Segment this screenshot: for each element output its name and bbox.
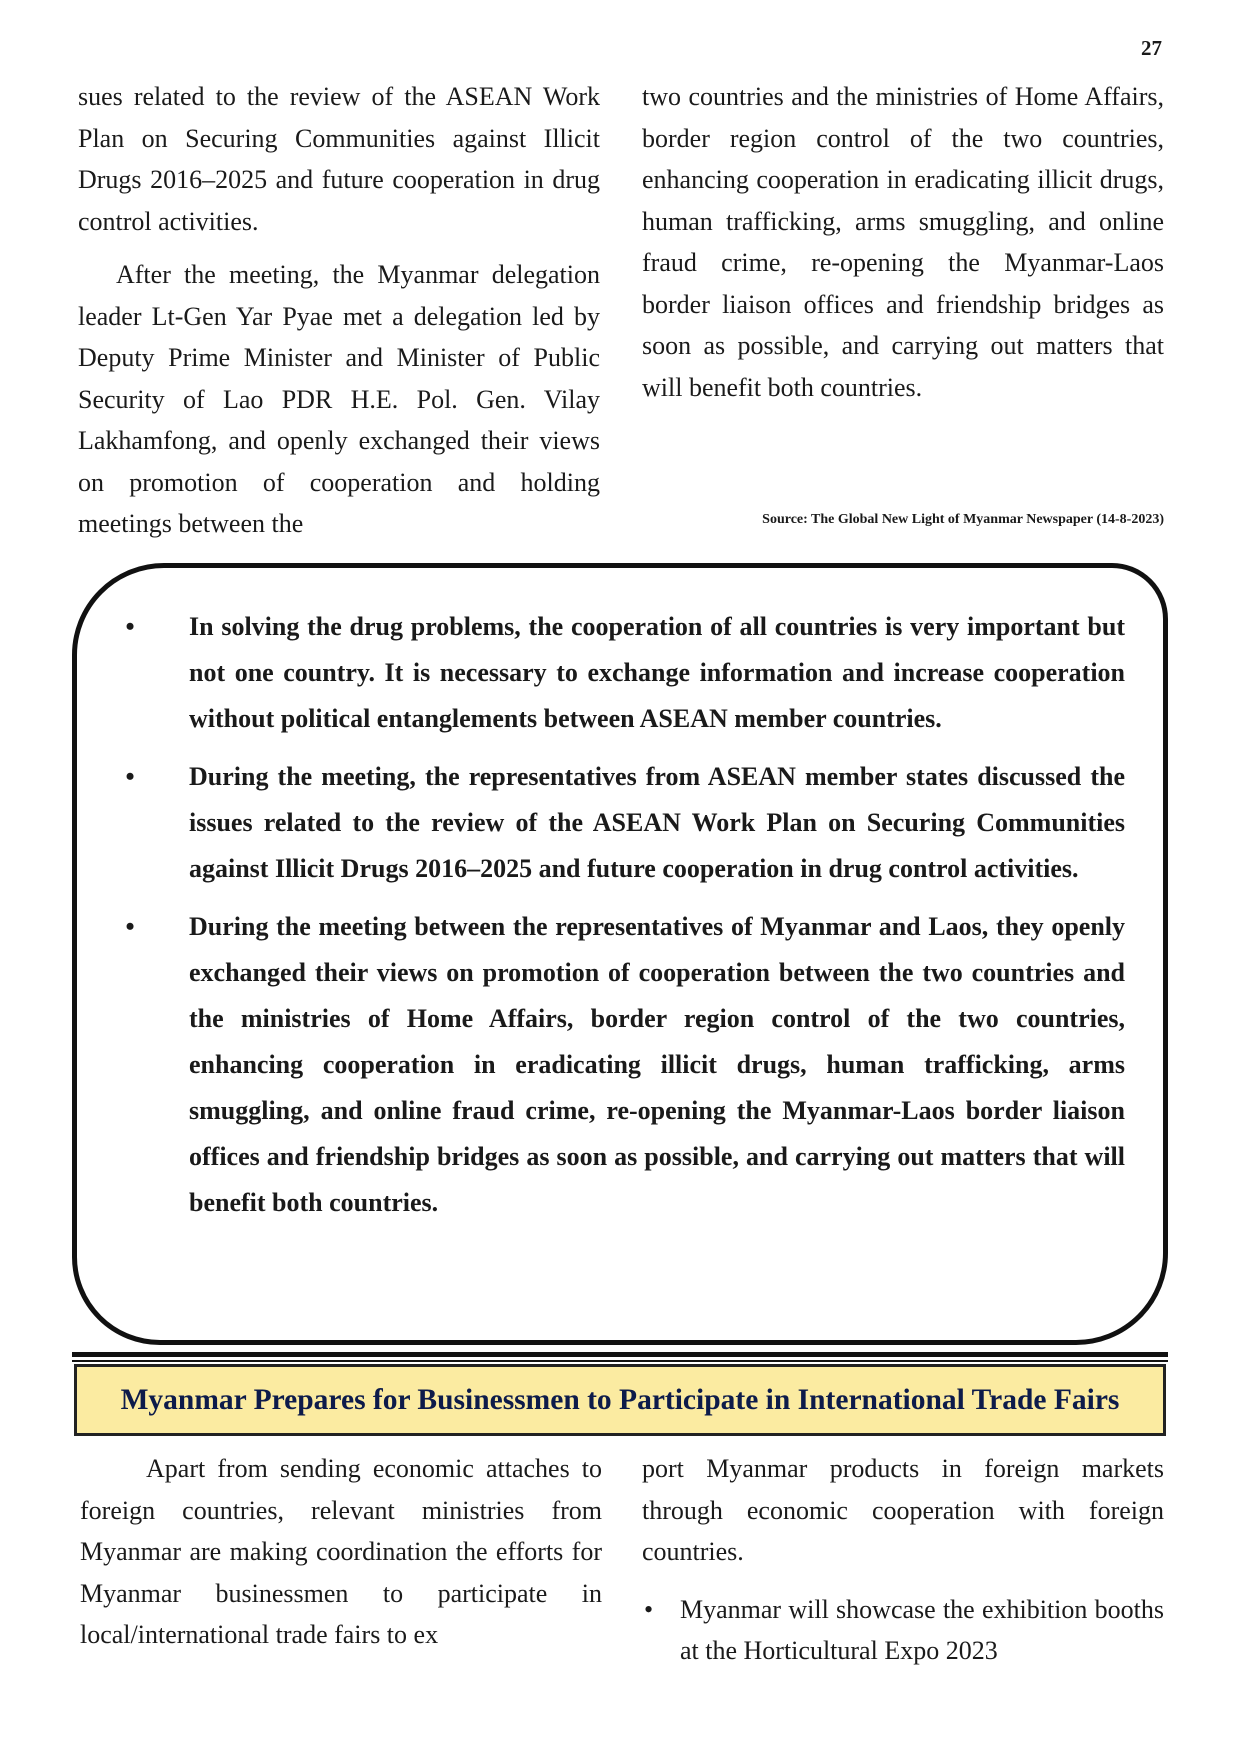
article-paragraph: After the meeting, the Myanmar delegation leader Lt-Gen Yar Pyae met a delegation led by Deputy Prime Minister and Minister of Public Security of Lao PDR H.E. Pol. Gen. Vilay Lakhamfong, and openly exchanged their views on promotion of cooperation and holding meetings between the xyxy=(78,260,600,538)
article-column-left xyxy=(78,76,600,545)
article-column-left xyxy=(80,1448,602,1656)
article-paragraph: sues related to the review of the ASEAN Work Plan on Securing Communities against Illicit Drugs 2016–2025 and future cooperation in drug control activities. xyxy=(78,82,600,236)
bullet-icon: • xyxy=(125,912,135,941)
bullet-icon: • xyxy=(125,762,135,791)
summary-item xyxy=(77,604,1125,742)
section-divider-thin xyxy=(72,1360,1168,1362)
bullet-list xyxy=(642,1589,1164,1672)
summary-item xyxy=(77,754,1125,892)
section-divider-thick xyxy=(72,1352,1168,1357)
list-item xyxy=(642,1589,1164,1672)
summary-item-text: During the meeting, the representatives from ASEAN member states discussed the issues related to the review of the ASEAN Work Plan on Securing Communities against Illicit Drugs 2016–2025 and future cooperation in drug control activities. xyxy=(189,762,1125,883)
article-paragraph: two countries and the ministries of Home Affairs, border region control of the two countries, enhancing cooperation in eradicating illicit drugs, human trafficking, arms smuggling, and online fraud crime, re-opening the Myanmar-Laos border liaison offices and friendship bridges as soon as possible, and carrying out matters that will benefit both countries. xyxy=(642,82,1164,402)
summary-list xyxy=(115,604,1125,1226)
summary-item xyxy=(77,904,1125,1226)
bullet-icon: • xyxy=(644,1594,654,1624)
list-item-text: Myanmar will showcase the exhibition booths at the Horticultural Expo 2023 xyxy=(680,1594,1164,1665)
section-headline: Myanmar Prepares for Businessmen to Participate in International Trade Fairs xyxy=(120,1383,1120,1416)
page-number: 27 xyxy=(1141,36,1162,60)
summary-item-text: In solving the drug problems, the cooperation of all countries is very important but not one country. It is necessary to exchange information and increase cooperation without political entanglements between ASEAN member countries. xyxy=(189,612,1125,733)
source-citation: Source: The Global New Light of Myanmar Newspaper (14-8-2023) xyxy=(762,512,1164,527)
article-paragraph: port Myanmar products in foreign markets through economic cooperation with foreign countries. xyxy=(642,1454,1164,1566)
article-paragraph: Apart from sending economic attaches to foreign countries, relevant ministries from Myanmar are making coordination the efforts for Myanmar businessmen to participate in local/international trade fairs to ex xyxy=(80,1454,602,1649)
section-headline-bar xyxy=(74,1364,1166,1436)
summary-item-text: During the meeting between the representatives of Myanmar and Laos, they openly exchanged their views on promotion of cooperation between the two countries and the ministries of Home Affairs, border region control of the two countries, enhancing cooperation in eradicating illicit drugs, human trafficking, arms smuggling, and online fraud crime, re-opening the Myanmar-Laos border liaison offices and friendship bridges as soon as possible, and carrying out matters that will benefit both countries. xyxy=(189,912,1125,1217)
article-column-right xyxy=(642,1448,1164,1672)
bullet-icon: • xyxy=(125,612,135,641)
summary-box xyxy=(72,563,1168,1345)
article-column-right xyxy=(642,76,1164,408)
